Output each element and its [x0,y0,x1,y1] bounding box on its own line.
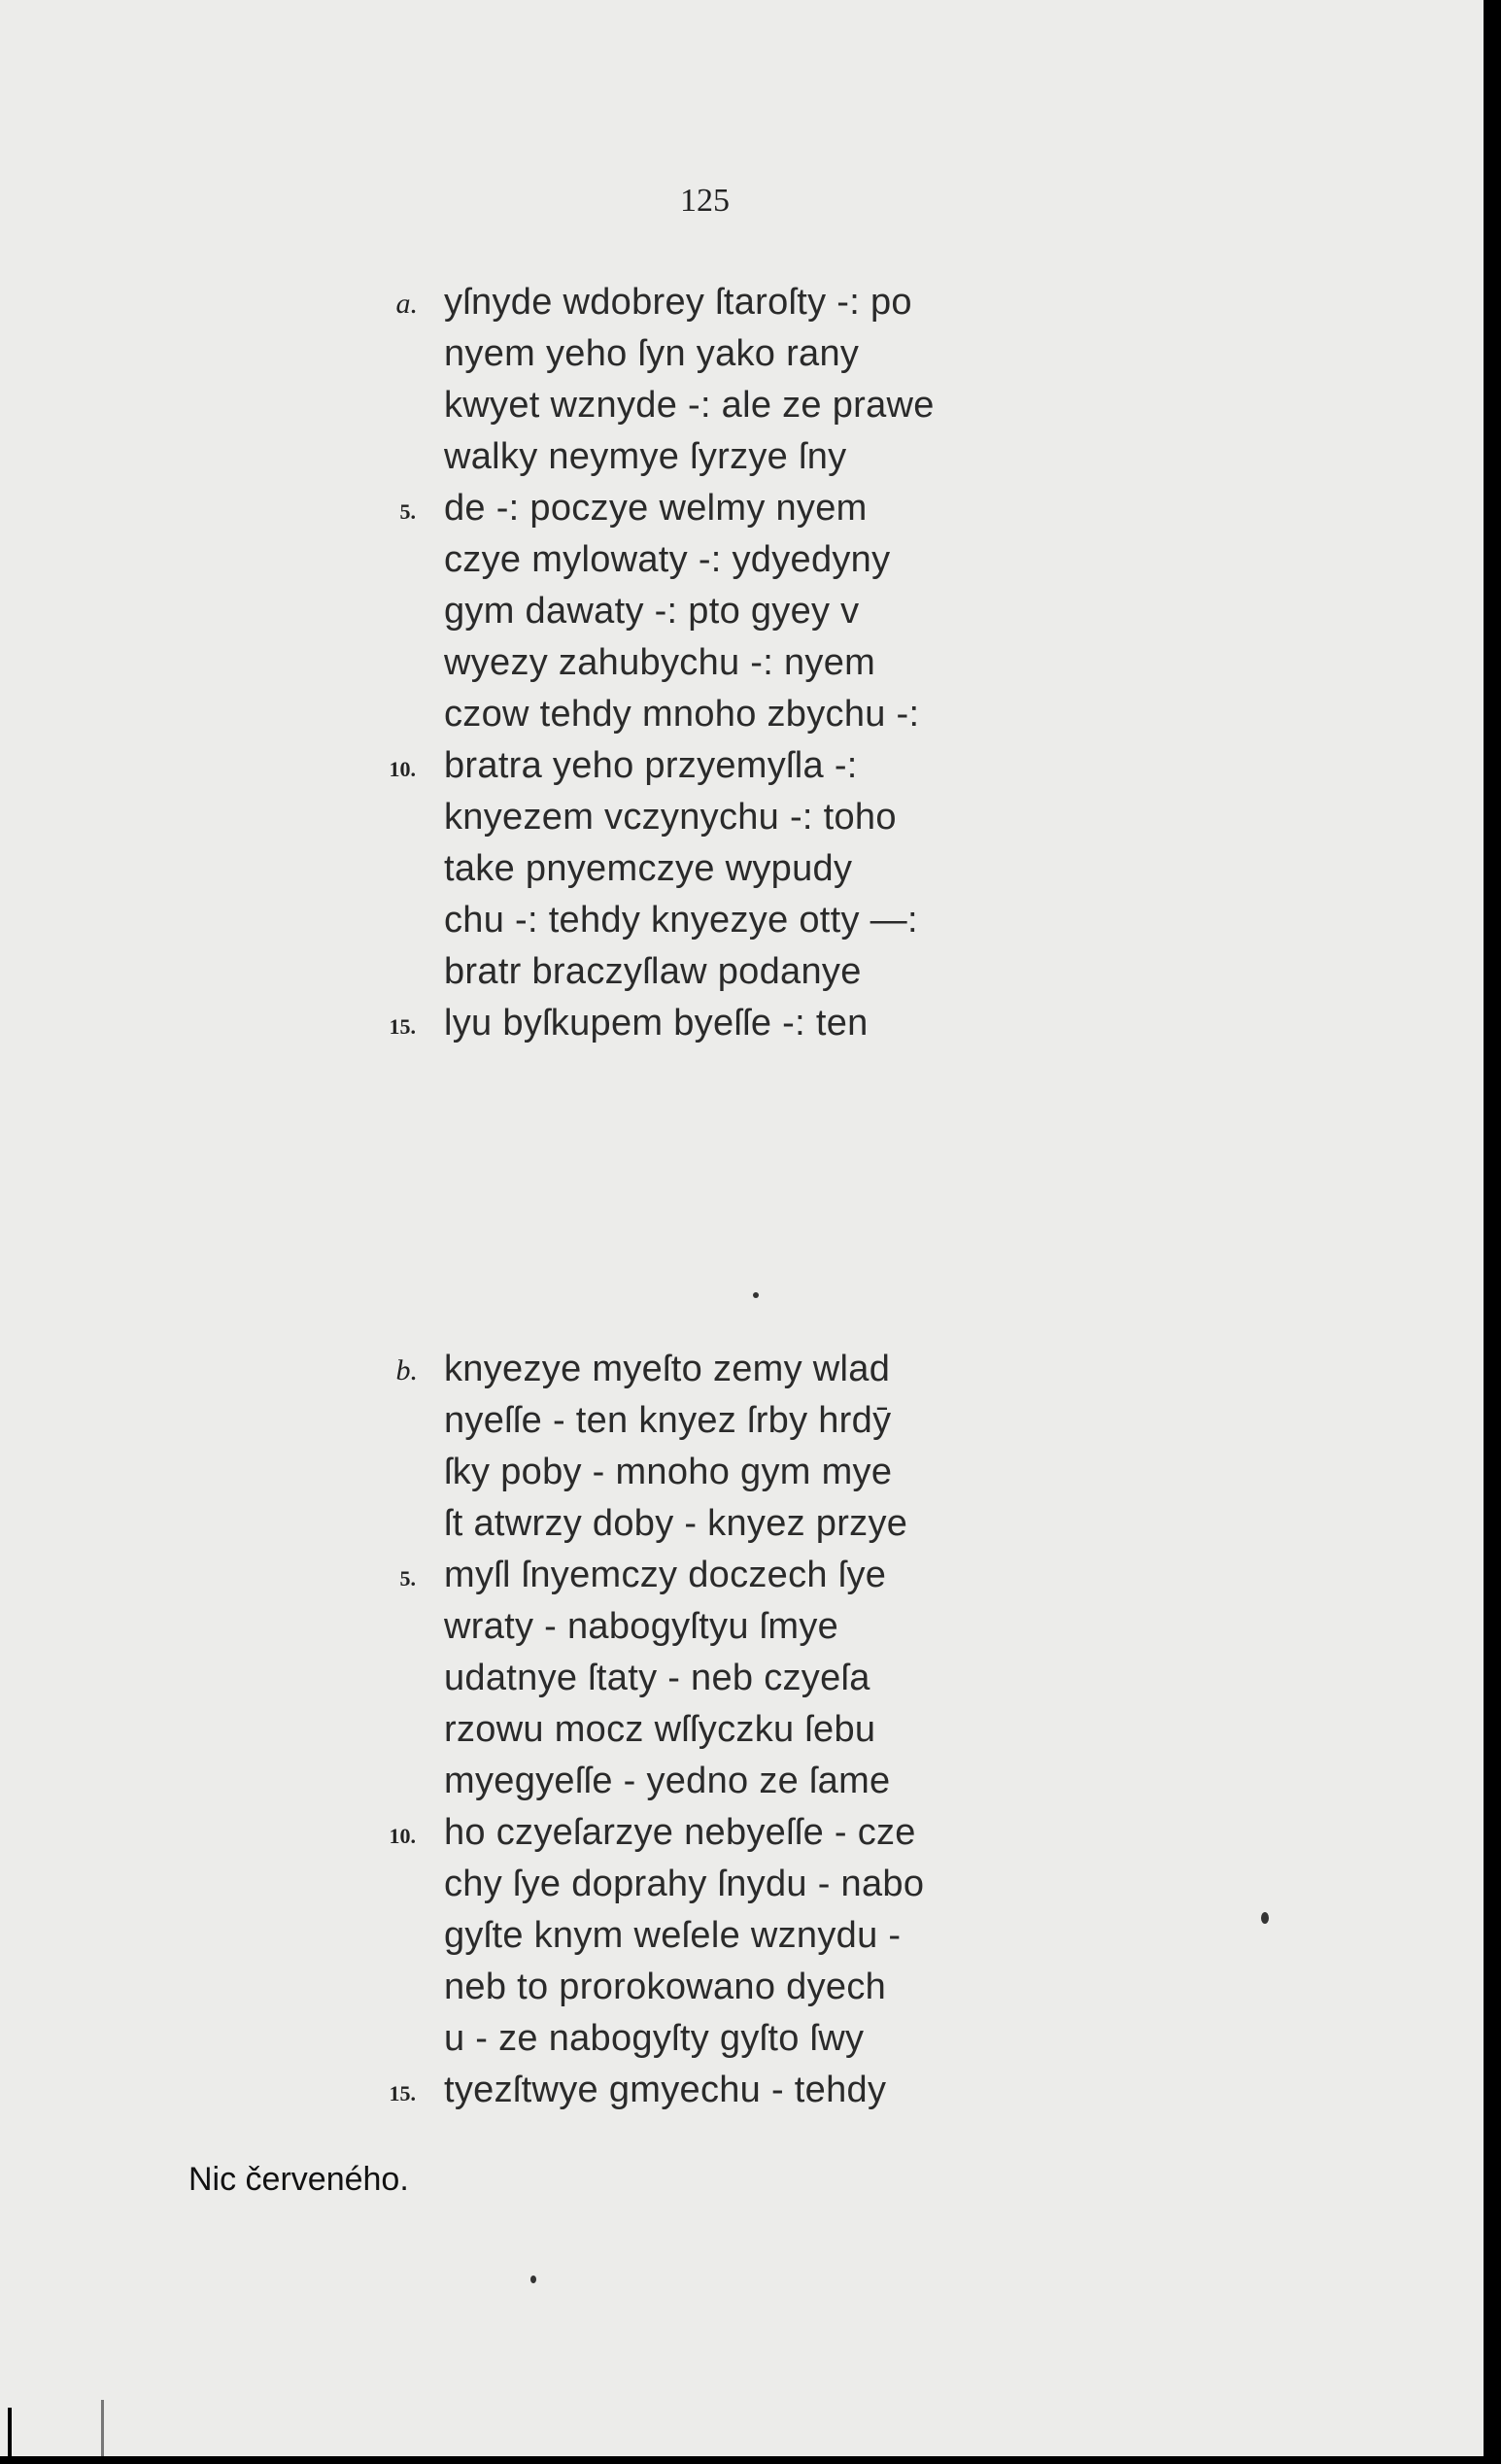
line-text: wraty - nabogyſtyu ſmye [444,1606,839,1647]
line-text: wyezy zahubychu -: nyem [444,642,876,683]
line-number: 5. [399,499,416,524]
line-text: gyſte knym weſele wznydu - [444,1915,902,1956]
footnote: Nic červeného. [188,2161,409,2198]
line-number: 10. [389,1824,416,1848]
line-text: ho czyeſarzye nebyeſſe - cze [444,1812,916,1853]
scan-speck [530,2276,536,2283]
edge-mark [101,2400,104,2456]
line-text: yſnyde wdobrey ſtaroſty -: po [444,282,912,323]
line-text: ſky poby - mnoho gym mye [444,1452,893,1492]
line-text: czow tehdy mnoho zbychu -: [444,694,920,735]
section-label: b. [395,1354,418,1386]
line-text: de -: poczye welmy nyem [444,488,868,529]
line-text: bratr braczyſlaw podanye [444,951,862,992]
line-text: bratra yeho przyemyſla -: [444,745,858,786]
page-number: 125 [680,183,730,219]
line-number: 10. [389,757,416,781]
line-text: udatnye ſtaty - neb czyeſa [444,1658,870,1698]
line-text: tyezſtwye gmyechu - tehdy [444,2070,887,2110]
line-text: nyem yeho ſyn yako rany [444,333,860,374]
line-number: 15. [389,1014,416,1039]
section-label: a. [395,288,418,320]
line-text: kwyet wznyde -: ale ze prawe [444,385,935,426]
line-text: chu -: tehdy knyezye otty —: [444,900,918,941]
line-text: lyu byſkupem byeſſe -: ten [444,1003,869,1044]
line-text: rzowu mocz wſſyczku ſebu [444,1709,876,1750]
line-text: myegyeſſe - yedno ze ſame [444,1761,891,1801]
line-text: gym dawaty -: pto gyey v [444,591,860,632]
line-text: nyeſſe - ten knyez ſrby hrdȳ [444,1400,892,1441]
line-number: 5. [399,1566,416,1591]
line-text: take pnyemczye wypudy [444,848,853,889]
line-text: neb to prorokowano dyech [444,1967,887,2007]
line-text: ſt atwrzy doby - knyez przye [444,1503,908,1544]
line-text: myſl ſnyemczy doczech ſye [444,1555,887,1595]
line-text: walky neymye ſyrzye ſny [444,436,847,477]
edge-mark [8,2408,12,2456]
scan-speck [1261,1912,1269,1924]
line-text: u - ze nabogyſty gyſto ſwy [444,2018,865,2059]
line-text: czye mylowaty -: ydyedyny [444,539,891,580]
line-text: chy ſye doprahy ſnydu - nabo [444,1864,925,1904]
line-number: 15. [389,2081,416,2105]
scan-speck [753,1292,759,1298]
line-text: knyezye myeſto zemy wlad [444,1349,891,1389]
line-text: knyezem vczynychu -: toho [444,797,897,838]
